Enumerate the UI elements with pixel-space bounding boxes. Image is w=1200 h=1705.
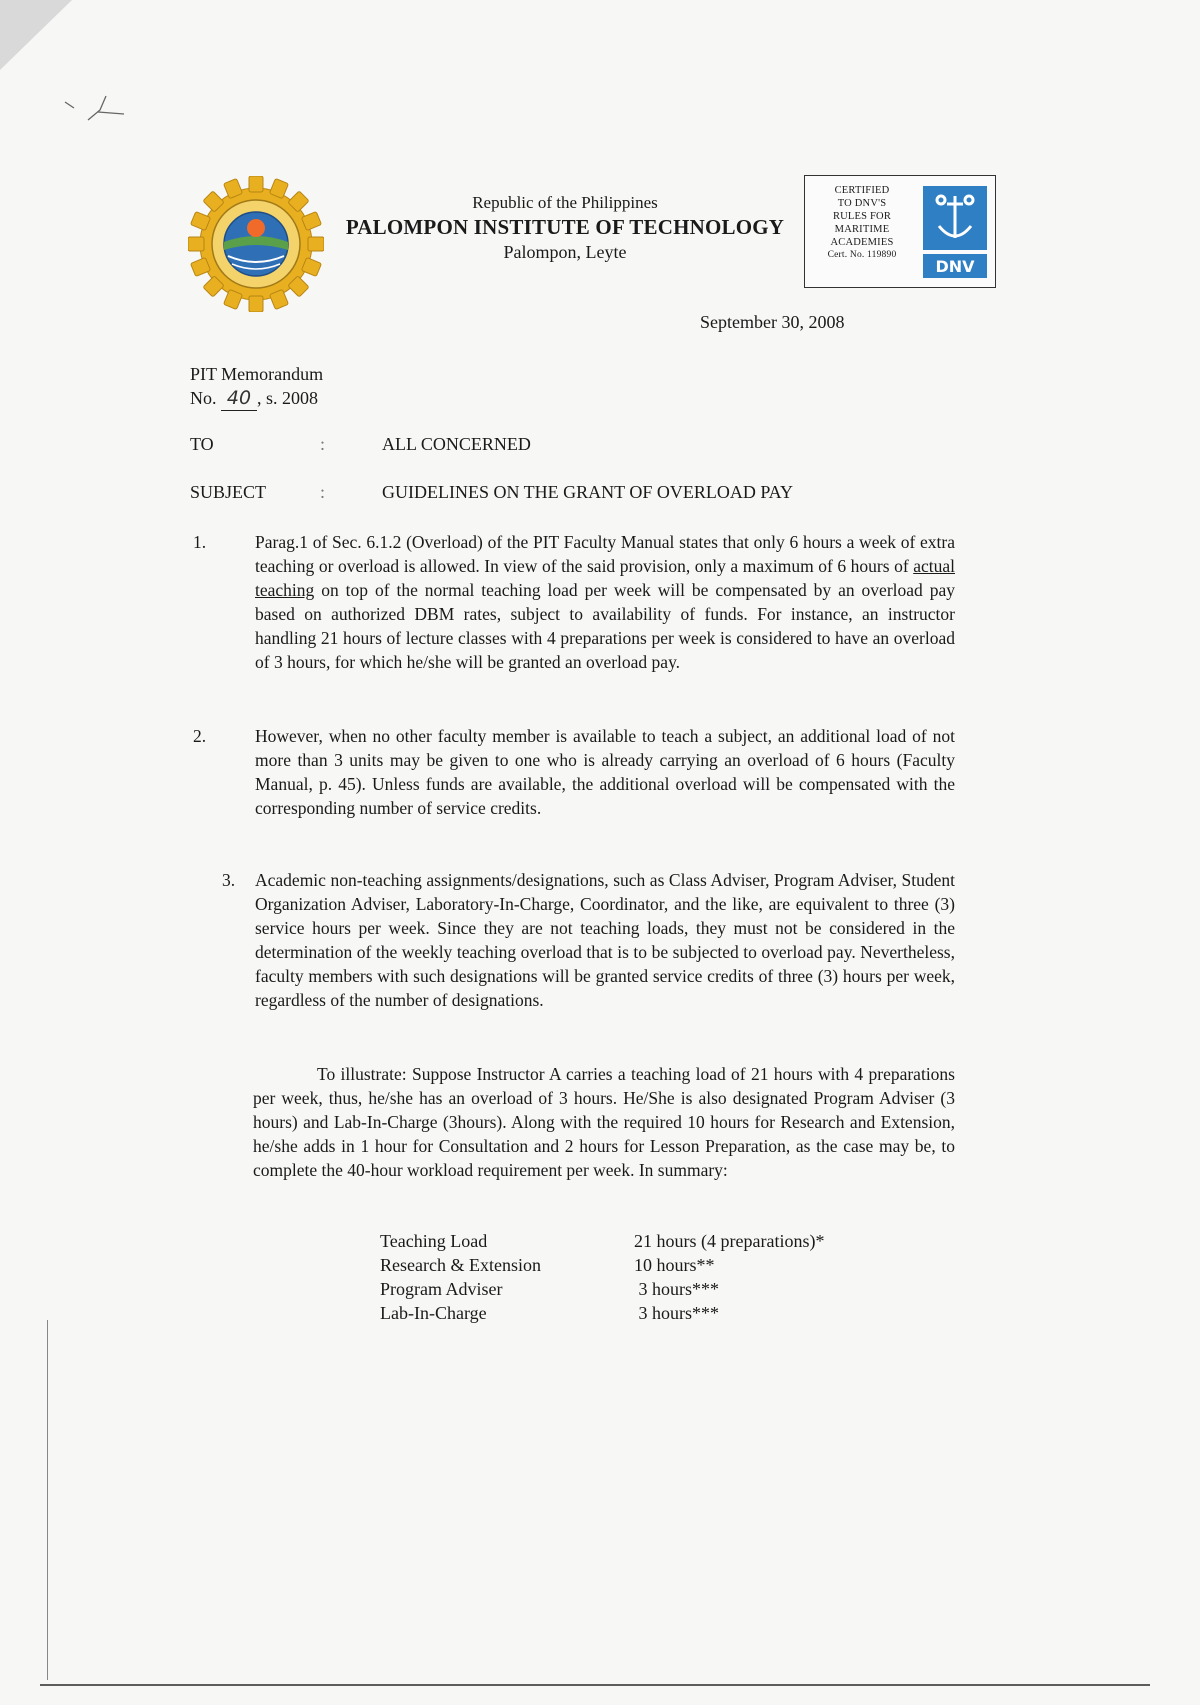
summary-label: Lab-In-Charge bbox=[380, 1303, 487, 1323]
summary-value: 3 hours*** bbox=[634, 1279, 719, 1299]
memo-number-line bbox=[190, 386, 323, 411]
scan-artifact-line bbox=[47, 1320, 48, 1680]
memo-date: September 30, 2008 bbox=[700, 312, 845, 332]
table-row bbox=[380, 1277, 824, 1301]
cert-line: CERTIFIED bbox=[834, 185, 890, 196]
subject-line bbox=[190, 482, 793, 503]
pen-mark bbox=[60, 90, 130, 130]
table-row bbox=[380, 1253, 824, 1277]
table-row bbox=[380, 1301, 824, 1325]
letterhead-republic: Republic of the Philippines bbox=[472, 193, 658, 212]
item-1-text-before: Parag.1 of Sec. 6.1.2 (Overload) of the PIT Faculty Manual states that only 6 hours a week of extra teaching or overload is allowed. In view of the said provision, only a maximum of 6 hours of bbox=[255, 532, 955, 576]
summary-label: Teaching Load bbox=[380, 1231, 488, 1251]
memo-title: PIT Memorandum bbox=[190, 364, 324, 384]
item-2-number: 2. bbox=[193, 726, 207, 746]
cert-line: MARITIME bbox=[834, 224, 890, 235]
subject-value: GUIDELINES ON THE GRANT OF OVERLOAD PAY bbox=[382, 482, 794, 502]
summary-value: 3 hours*** bbox=[634, 1303, 719, 1323]
to-value: ALL CONCERNED bbox=[382, 434, 531, 454]
dnv-mark-text: DNV bbox=[935, 257, 975, 276]
letterhead-institute-name: PALOMPON INSTITUTE OF TECHNOLOGY bbox=[345, 215, 785, 239]
table-row bbox=[380, 1229, 824, 1253]
item-2-paragraph: However, when no other faculty member is available to teach a subject, an additional load of not more than 3 units may be given to one who is already carrying an overload of 6 hours (Faculty Manual, p. 45). Unless funds are available, the additional overload will be compensated with the corresponding number of service credits. bbox=[255, 726, 955, 818]
item-1-number: 1. bbox=[193, 532, 207, 552]
memo-no-prefix: No. bbox=[190, 388, 217, 408]
letterhead-location: Palompon, Leyte bbox=[503, 242, 627, 262]
summary-value: 21 hours (4 preparations)* bbox=[634, 1231, 825, 1251]
item-3-paragraph: Academic non-teaching assignments/designations, such as Class Adviser, Program Adviser, Student Organization Adviser, Laboratory-In-Charge, Coordinator, and the like, are equivalent to three (3) service hours per week. Since they are not teaching loads, they must not be considered in the determination of the weekly teaching overload that is to be subjected to overload pay. Nevertheless, faculty members with such designations will be granted service credits of three (3) hours per week, regardless of the number of designations. bbox=[255, 870, 955, 1010]
summary-table bbox=[380, 1229, 824, 1325]
cert-number: Cert. No. 119890 bbox=[827, 250, 897, 260]
cert-line: TO DNV'S bbox=[837, 198, 887, 209]
summary-label: Program Adviser bbox=[380, 1279, 503, 1299]
item-3-illustration: To illustrate: Suppose Instructor A carries a teaching load of 21 hours with 4 preparations per week, thus, he/she has an overload of 3 hours. He/She is also designated Program Adviser (3 hours) and Lab-In-Charge (3hours). Along with the required 10 hours for Research and Extension, he/she adds in 1 hour for Consultation and 2 hours for Lesson Preparation, as the case may be, to complete the 40-hour workload requirement per week. In summary: bbox=[253, 1064, 955, 1180]
cert-line: RULES FOR bbox=[832, 211, 892, 222]
item-1-text-after: on top of the normal teaching load per week will be compensated by an overload pay based on authorized DBM rates, subject to availability of funds. For instance, an instructor handling 21 hours of lecture classes with 4 preparations per week is considered to have an overload of 3 hours, for which he/she will be granted an overload pay. bbox=[255, 580, 955, 672]
workload-summary bbox=[380, 1229, 824, 1325]
scan-artifact-bottom-line bbox=[40, 1684, 1150, 1686]
memo-number-handwritten: 40 bbox=[221, 386, 257, 411]
memo-series: , s. 2008 bbox=[257, 388, 319, 408]
folded-corner bbox=[0, 0, 72, 70]
memo-identifier bbox=[190, 362, 323, 411]
subject-colon: : bbox=[320, 482, 326, 502]
cert-line: ACADEMIES bbox=[830, 237, 894, 248]
dnv-logo-icon bbox=[923, 186, 987, 278]
certification-text bbox=[809, 184, 915, 262]
summary-value: 10 hours** bbox=[634, 1255, 715, 1275]
subject-label: SUBJECT bbox=[190, 482, 267, 502]
letterhead bbox=[330, 192, 800, 264]
certification-box bbox=[804, 175, 996, 288]
institution-seal-icon bbox=[188, 176, 324, 312]
to-line bbox=[190, 434, 531, 455]
item-1-paragraph bbox=[255, 530, 955, 674]
item-3-number: 3. bbox=[222, 870, 236, 890]
to-colon: : bbox=[320, 434, 326, 454]
item-1-underlined-text: actual teaching bbox=[255, 556, 955, 600]
to-label: TO bbox=[190, 434, 214, 454]
summary-label: Research & Extension bbox=[380, 1255, 541, 1275]
